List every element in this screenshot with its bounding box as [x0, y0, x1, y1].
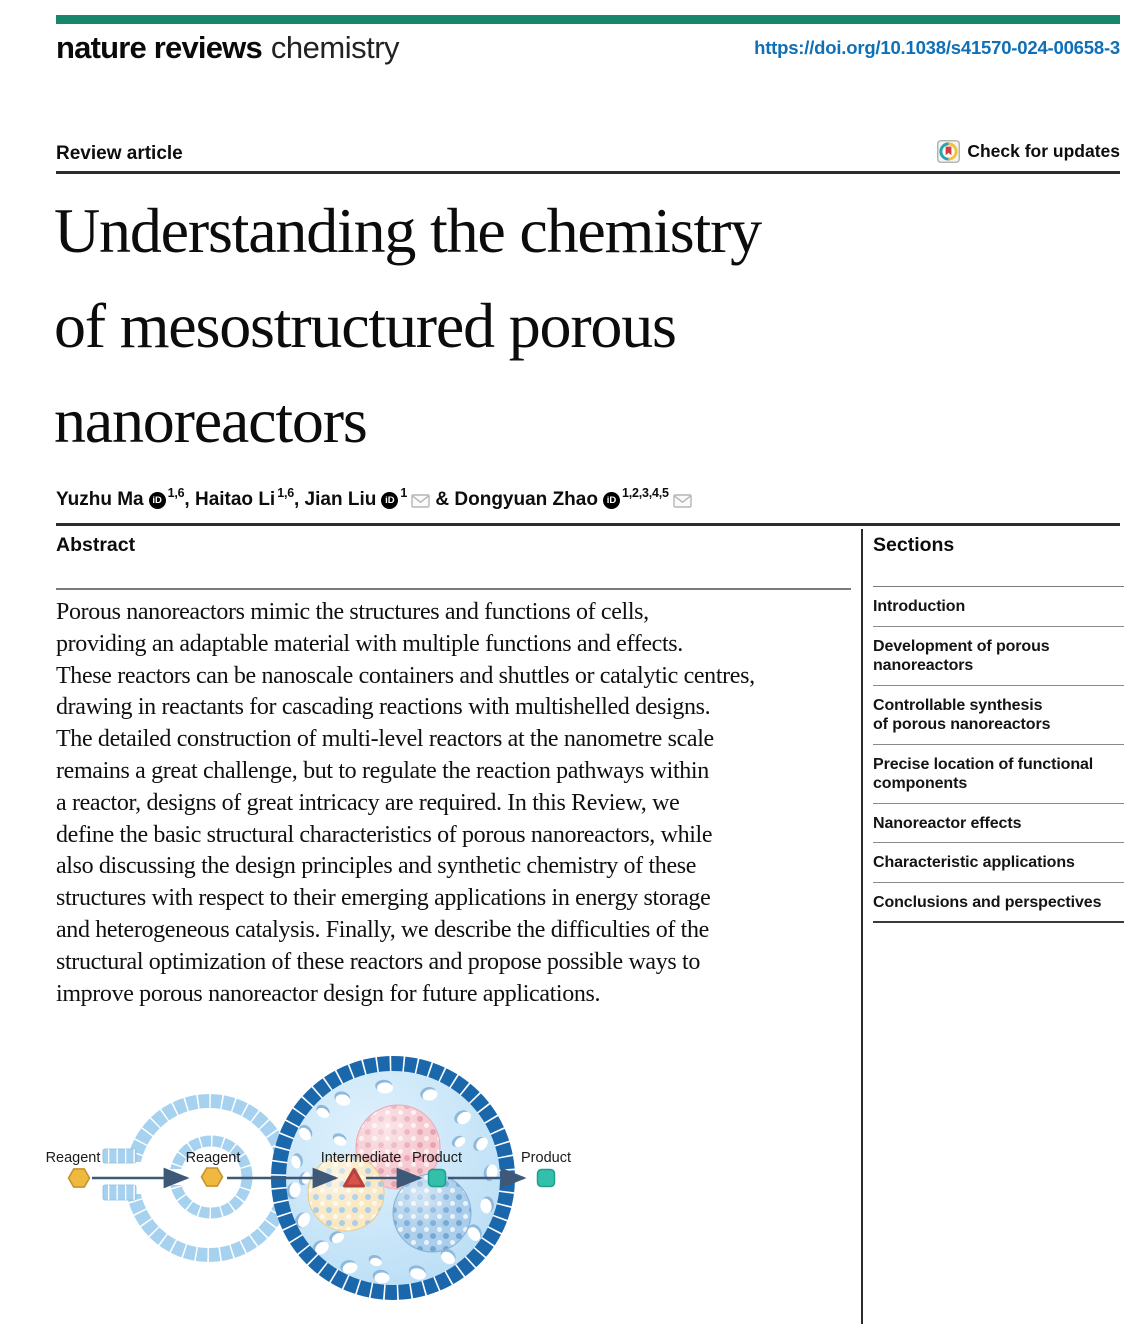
page-title [54, 183, 761, 468]
figure-label: Reagent [45, 1150, 101, 1166]
title-line: of mesostructured porous [54, 290, 676, 361]
nanoreactor-figure [40, 1038, 600, 1324]
author-name: Dongyuan Zhao [454, 489, 598, 510]
check-for-updates-label: Check for updates [967, 141, 1120, 161]
header-rule [56, 171, 1120, 174]
abstract-heading-rule [56, 588, 851, 590]
section-nav-item[interactable]: Precise location of functional components [873, 745, 1124, 804]
author-affiliation-sup: 1,6 [167, 486, 185, 500]
reagent-hexagon-2 [202, 1168, 223, 1186]
abstract-line: The detailed construction of multi-level reactors at the nanometre scale [56, 726, 714, 753]
section-nav-item[interactable]: Characteristic applications [873, 843, 1124, 883]
figure-label: Product [412, 1150, 462, 1166]
abstract-line: Porous nanoreactors mimic the structures and functions of cells, [56, 599, 649, 625]
reagent-hexagon-1 [69, 1169, 90, 1187]
section-nav-item[interactable]: Conclusions and perspectives [873, 883, 1124, 924]
author-name: Yuzhu Ma [56, 489, 144, 510]
orcid-icon[interactable]: iD [149, 492, 166, 509]
author-separator: , [293, 489, 305, 510]
author-affiliation-sup: 1,2,3,4,5 [621, 486, 669, 500]
abstract-line: define the basic structural characteristics of porous nanoreactors, while [56, 821, 713, 848]
doi-link[interactable]: https://doi.org/10.1038/s41570-024-00658-3 [754, 37, 1120, 58]
abstract-line: providing an adaptable material with multiple functions and effects. [56, 630, 683, 657]
abstract-line: drawing in reactants for cascading reactions with multishelled designs. [56, 694, 711, 721]
abstract-line: These reactors can be nanoscale containers and shuttles or catalytic centres, [56, 662, 755, 689]
sections-heading: Sections [873, 534, 955, 556]
check-for-updates-badge[interactable] [937, 140, 1120, 163]
section-nav-item[interactable]: Introduction [873, 587, 1124, 627]
author-affiliation-sup: 1 [400, 486, 408, 500]
author-line [56, 486, 692, 511]
abstract-body [56, 597, 755, 1010]
abstract-line: and heterogeneous catalysis. Finally, we describe the difficulties of the [56, 916, 709, 943]
section-nav-item[interactable]: Controllable synthesis of porous nanoreactors [873, 686, 1124, 745]
column-divider [861, 529, 863, 1324]
abstract-heading: Abstract [56, 534, 136, 556]
article-type-kicker: Review article [56, 143, 183, 164]
author-name: Jian Liu [304, 489, 377, 510]
title-line: Understanding the chemistry [54, 195, 761, 266]
author-affiliation-sup: 1,6 [277, 486, 294, 500]
email-icon[interactable] [411, 494, 430, 508]
title-line: nanoreactors [54, 385, 367, 456]
product-square-2 [538, 1170, 555, 1187]
crossmark-icon [937, 140, 960, 163]
figure-label: Product [521, 1150, 571, 1166]
journal-logo-light: chemistry [270, 30, 400, 65]
abstract-line: structural optimization of these reactors and propose possible ways to [56, 948, 700, 975]
yellow-porous-sphere [308, 1155, 384, 1231]
abstract-line: also discussing the design principles and synthetic chemistry of these [56, 853, 697, 880]
journal-logo [56, 30, 399, 66]
author-separator: , [184, 489, 195, 510]
author-rule [56, 523, 1120, 526]
orcid-icon[interactable]: iD [381, 492, 398, 509]
sections-panel [873, 534, 1124, 923]
brand-color-bar [56, 15, 1120, 24]
abstract-line: structures with respect to their emerging applications in energy storage [56, 885, 711, 912]
email-icon[interactable] [673, 494, 692, 508]
abstract-line: a reactor, designs of great intricacy are required. In this Review, we [56, 789, 680, 816]
section-nav-item[interactable]: Development of porous nanoreactors [873, 627, 1124, 686]
abstract-line: improve porous nanoreactor design for future applications. [56, 980, 601, 1007]
figure-label: Intermediate [320, 1150, 402, 1166]
product-square-1 [429, 1170, 446, 1187]
orcid-icon[interactable]: iD [603, 492, 620, 509]
figure-label: Reagent [185, 1150, 241, 1166]
author-name: Haitao Li [194, 489, 276, 510]
author-separator: & [430, 489, 455, 510]
journal-logo-bold: nature reviews [56, 30, 262, 65]
section-nav-item[interactable]: Nanoreactor effects [873, 804, 1124, 844]
abstract-line: remains a great challenge, but to regulate the reaction pathways within [56, 757, 709, 784]
